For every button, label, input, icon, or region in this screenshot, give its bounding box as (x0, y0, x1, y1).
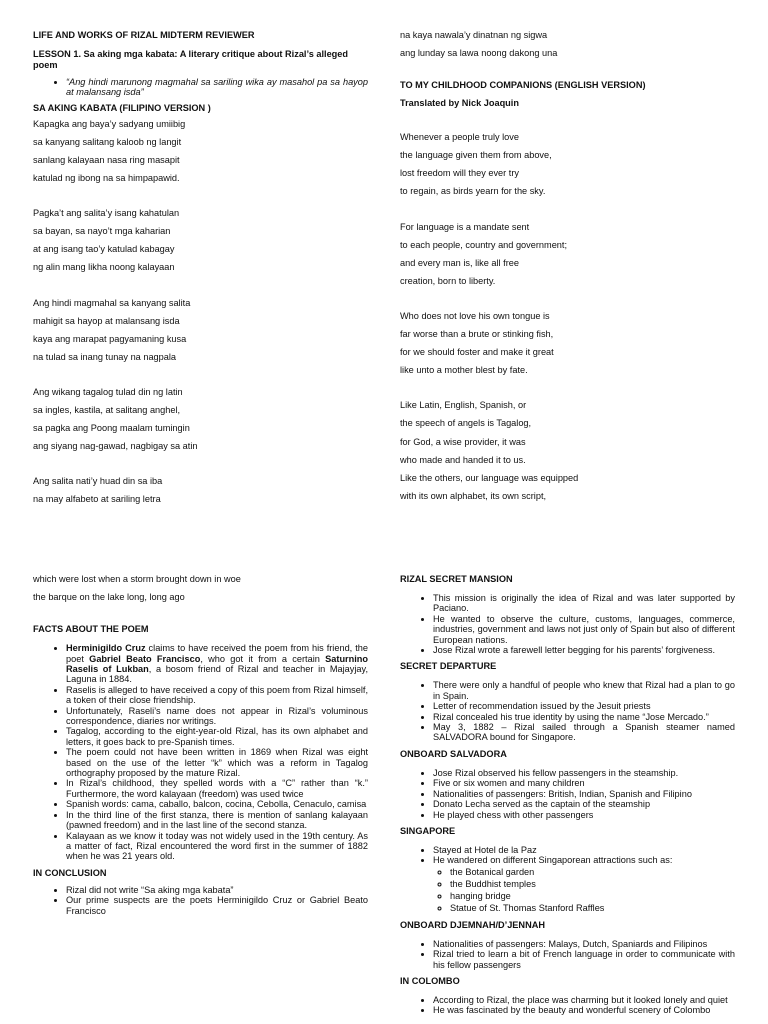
poem-line: Ang salita nati’y huad din sa iba (33, 476, 163, 487)
list-item: ◦ the Buddhist temples (450, 878, 735, 890)
translator-credit: Translated by Nick Joaquin (400, 98, 519, 109)
list-item: • Raselis is alleged to have received a copy of this poem from Rizal himself, a token of their close friendship. (66, 685, 368, 706)
poem-line: which were lost when a storm brought down in woe (33, 574, 241, 584)
poem-line: na may alfabeto at sariling letra (33, 494, 161, 505)
list-item: • Nationalities of passengers: Malays, Dutch, Spaniards and Filipinos (433, 939, 735, 949)
english-heading: TO MY CHILDHOOD COMPANIONS (ENGLISH VERSION) (400, 80, 646, 91)
singapore-heading: SINGAPORE (400, 825, 456, 836)
colombo-heading: IN COLOMBO (400, 975, 460, 986)
poem-line: ang lunday sa lawa noong dakong una (400, 48, 558, 59)
poem-line: Whenever a people truly love (400, 132, 519, 143)
poem-line: lost freedom will they ever try (400, 168, 519, 179)
list-item: ◦ the Botanical garden (450, 866, 735, 878)
poem-line: to each people, country and government; (400, 239, 568, 250)
list-item: • Kalayaan as we know it today was not widely used in the 19th century. As a matter of fact, Rizal encountered the word first in the summer of 1882 when he was 21 years old. (66, 831, 368, 862)
filipino-stanza-2 (33, 208, 368, 273)
poem-line: sa pagka ang Poong maalam tumingin (33, 423, 190, 434)
list-item: • Rizal did not write “Sa aking mga kabata” (66, 885, 368, 895)
list-item: • May 3, 1882 – Rizal sailed through a Spanish steamer named SALVADORA bound for Singapore. (433, 722, 735, 743)
poem-line: Who does not love his own tongue is (400, 310, 550, 321)
conclusion-list (33, 885, 368, 916)
filipino-stanza-3 (33, 298, 368, 363)
singapore-list (400, 845, 735, 914)
poem-line: Like the others, our language was equipped (400, 472, 579, 483)
filipino-stanza-1 (33, 119, 368, 184)
poem-line: the language given them from above, (400, 150, 552, 161)
english-stanza-2 (400, 222, 735, 287)
list-item: • There were only a handful of people who knew that Rizal had a plan to go in Spain. (433, 680, 735, 701)
english-stanza-1 (400, 132, 735, 197)
list-item: • In Rizal’s childhood, they spelled words with a “C” rather than “k.” Furthermore, the word kalayaan (freedom) was used twice (66, 778, 368, 799)
filipino-stanza-5 (33, 476, 368, 505)
salvadora-list (400, 768, 735, 820)
filipino-heading: SA AKING KABATA (FILIPINO VERSION ) (33, 102, 211, 113)
document-title: LIFE AND WORKS OF RIZAL MIDTERM REVIEWER (33, 30, 255, 40)
list-item: • He wanted to observe the culture, customs, languages, commerce, industries, government and laws not just only of Spain but also of different European nations. (433, 614, 735, 645)
poem-line: far worse than a brute or stinking fish, (400, 329, 554, 340)
colombo-list (400, 995, 735, 1016)
list-item: • Unfortunately, Raseli’s name does not appear in Rizal’s voluminous correspondence, diaries nor writings. (66, 706, 368, 727)
poem-line: the speech of angels is Tagalog, (400, 418, 532, 429)
poem-line: Ang wikang tagalog tulad din ng latin (33, 386, 183, 397)
list-item: • Rizal concealed his true identity by using the name “Jose Mercado.” (433, 712, 735, 722)
list-item: • Five or six women and many children (433, 778, 735, 788)
list-item: • Letter of recommendation issued by the Jesuit priests (433, 701, 735, 711)
poem-line: sa ingles, kastila, at salitang anghel, (33, 405, 181, 416)
list-item: ◦ hanging bridge (450, 890, 735, 902)
poem-line: mahigit sa hayop at malansang isda (33, 315, 180, 326)
poem-line: ng alin mang likha noong kalayaan (33, 262, 175, 273)
list-item: • Jose Rizal observed his fellow passengers in the steamship. (433, 768, 735, 778)
poem-line: at ang isang tao’y katulad kabagay (33, 244, 175, 255)
english-stanza-3 (400, 311, 735, 376)
poem-line: sa bayan, sa nayo’t mga kaharian (33, 226, 171, 237)
poem-line: sa kanyang salitang kaloob ng langit (33, 136, 182, 147)
poem-line: Kapagka ang baya’y sadyang umiibig (33, 118, 186, 129)
poem-line: the barque on the lake long, long ago (33, 592, 185, 603)
list-item: • Nationalities of passengers: British, Indian, Spanish and Filipino (433, 789, 735, 799)
top-left-column (33, 30, 368, 513)
quote-item: • “Ang hindi marunong magmahal sa sariling wika ay masahol pa sa hayop at malansang isda” (66, 77, 368, 98)
list-item: • This mission is originally the idea of Rizal and was later supported by Paciano. (433, 593, 735, 614)
list-item: • He wandered on different Singaporean attractions such as: ◦ the Botanical garden ◦ the Buddhist temples ◦ hanging bridge ◦ Statue of St. Thomas Stanford Raffles (433, 855, 735, 913)
filipino-stanza-4 (33, 387, 368, 452)
quote-list (33, 77, 368, 98)
poem-line: For language is a mandate sent (400, 221, 530, 232)
lesson-heading: LESSON 1. Sa aking mga kabata: A literary critique about Rizal’s alleged poem (33, 49, 349, 70)
list-item: • Stayed at Hotel de la Paz (433, 845, 735, 855)
poem-line: na tulad sa inang tunay na nagpala (33, 351, 177, 362)
attractions-sublist (433, 866, 735, 914)
list-item: • Spanish words: cama, caballo, balcon, cocina, Cebolla, Cenaculo, camisa (66, 799, 368, 809)
english-stanza-4 (400, 400, 735, 501)
facts-heading: FACTS ABOUT THE POEM (33, 624, 149, 635)
facts-list (33, 643, 368, 862)
departure-heading: SECRET DEPARTURE (400, 661, 497, 672)
conclusion-heading: IN CONCLUSION (33, 867, 107, 878)
djemnah-list (400, 939, 735, 970)
poem-line: ang siyang nag-gawad, nagbigay sa atin (33, 441, 198, 452)
poem-line: for God, a wise provider, it was (400, 436, 526, 447)
poem-line: kaya ang marapat pagyamaning kusa (33, 333, 187, 344)
list-item: • He was fascinated by the beauty and wonderful scenery of Colombo (433, 1005, 735, 1015)
list-item: ◦ Statue of St. Thomas Stanford Raffles (450, 902, 735, 914)
poem-line: Ang hindi magmahal sa kanyang salita (33, 297, 191, 308)
list-item: • Jose Rizal wrote a farewell letter begging for his parents’ forgiveness. (433, 645, 735, 655)
poem-line: creation, born to liberty. (400, 275, 496, 286)
list-item: • The poem could not have been written in 1869 when Rizal was eight based on the use of the letter “k” which was a reform in Tagalog orthography proposed by the mature Rizal. (66, 747, 368, 778)
poem-line: and every man is, like all free (400, 257, 519, 268)
list-item: • Tagalog, according to the eight-year-old Rizal, has its own alphabet and letters, it goes back to pre-Spanish times. (66, 726, 368, 747)
departure-list (400, 680, 735, 742)
poem-line: Like Latin, English, Spanish, or (400, 400, 527, 411)
mansion-heading: RIZAL SECRET MANSION (400, 574, 513, 584)
poem-line: sanlang kalayaan nasa ring masapit (33, 155, 180, 165)
poem-line: na kaya nawala’y dinatnan ng sigwa (400, 30, 548, 40)
djemnah-heading: ONBOARD DJEMNAH/D’JENNAH (400, 919, 545, 930)
poem-line: to regain, as birds yearn for the sky. (400, 186, 546, 197)
poem-line: with its own alphabet, its own script, (400, 490, 547, 501)
list-item: • Rizal tried to learn a bit of French language in order to communicate with his fellow passengers (433, 949, 735, 970)
list-item: • Herminigildo Cruz claims to have received the poem from his friend, the poet Gabriel Beato Francisco, who got it from a certain Saturnino Raselis of Lukban, a bosom friend of Rizal and teacher in Majayjay, Laguna in 1884. (66, 643, 368, 685)
poem-line: Pagka’t ang salita’y isang kahatulan (33, 208, 180, 219)
list-item: • Our prime suspects are the poets Herminigildo Cruz or Gabriel Beato Francisco (66, 895, 368, 916)
poem-line: katulad ng ibong na sa himpapawid. (33, 173, 180, 184)
list-item: • Donato Lecha served as the captain of the steamship (433, 799, 735, 809)
salvadora-heading: ONBOARD SALVADORA (400, 748, 507, 759)
list-item: • According to Rizal, the place was charming but it looked lonely and quiet (433, 995, 735, 1005)
poem-line: who made and handed it to us. (400, 454, 526, 465)
poem-line: for we should foster and make it great (400, 347, 554, 358)
list-item: • In the third line of the first stanza, there is mention of sanlang kalayaan (pawned freedom) and in the last line of the second stanza. (66, 810, 368, 831)
poem-line: like unto a mother blest by fate. (400, 365, 528, 376)
bottom-left-column (33, 574, 368, 922)
top-right-column (400, 30, 735, 509)
list-item: • He played chess with other passengers (433, 810, 735, 820)
bottom-right-column (400, 574, 735, 1022)
mansion-list (400, 593, 735, 655)
